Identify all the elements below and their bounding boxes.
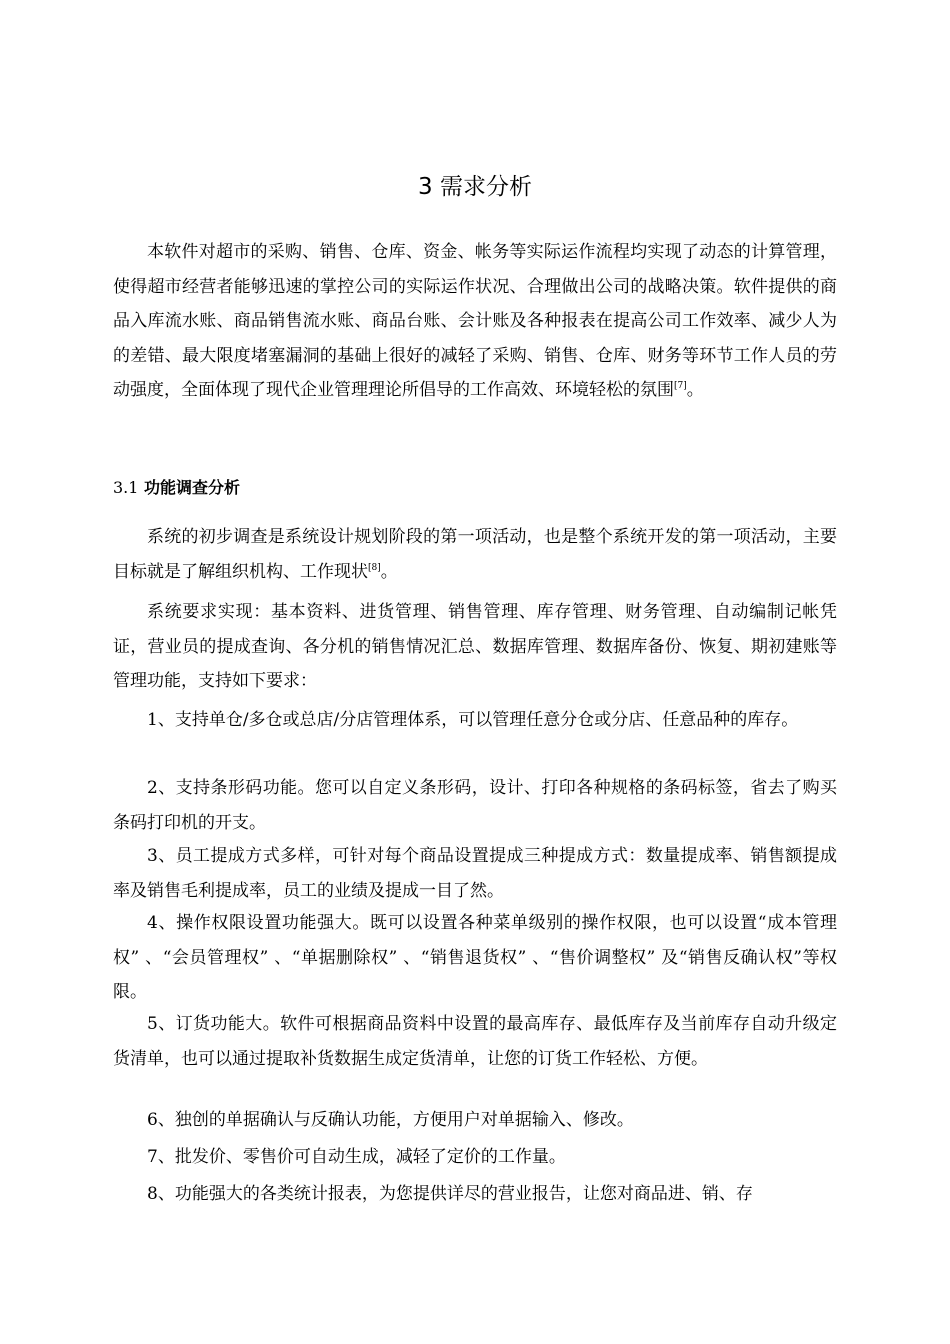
requirement-item-7: 7、批发价、零售价可自动生成，减轻了定价的工作量。 bbox=[147, 1147, 566, 1167]
requirements-intro-paragraph: 系统要求实现：基本资料、进货管理、销售管理、库存管理、财务管理、自动编制记帐凭证，营业员的提成查询、各分机的销售情况汇总、数据库管理、数据库备份、恢复、期初建账等管理功能，支持如下要求： bbox=[113, 602, 837, 692]
section-heading bbox=[113, 474, 240, 502]
survey-paragraph bbox=[113, 520, 837, 589]
requirement-item-4: 4、操作权限设置功能强大。既可以设置各种菜单级别的操作权限，也可以设置“成本管理权” 、“会员管理权” 、“单据删除权” 、“销售退货权” 、“售价调整权” 及“销售反确认权”等权限。 bbox=[113, 913, 837, 1003]
requirement-item-5: 5、订货功能大。软件可根据商品资料中设置的最高库存、最低库存及当前库存自动升级定货清单，也可以通过提取补货数据生成定货清单，让您的订货工作轻松、方便。 bbox=[113, 1014, 837, 1069]
citation-ref-8: [8] bbox=[368, 562, 381, 573]
intro-end: 。 bbox=[686, 380, 704, 401]
intro-text: 本软件对超市的采购、销售、仓库、资金、帐务等实际运作流程均实现了动态的计算管理，使得超市经营者能够迅速的掌控公司的实际运作状况、合理做出公司的战略决策。软件提供的商品入库流水账、商品销售流水账、商品台账、会计账及各种报表在提高公司工作效率、减少人为的差错、最大限度堵塞漏洞的基础上很好的减轻了采购、销售、仓库、财务等环节工作人员的劳动强度，全面体现了现代企业管理理论所倡导的工作高效、环境轻松的氛围 bbox=[113, 242, 837, 401]
section-number: 3.1 bbox=[113, 478, 139, 497]
requirement-item-1: 1、支持单仓/多仓或总店/分店管理体系，可以管理任意分仓或分店、任意品种的库存。 bbox=[147, 710, 799, 730]
requirement-item-6: 6、独创的单据确认与反确认功能，方便用户对单据输入、修改。 bbox=[147, 1110, 634, 1130]
requirement-item-2: 2、支持条形码功能。您可以自定义条形码，设计、打印各种规格的条码标签，省去了购买条码打印机的开支。 bbox=[113, 778, 837, 833]
section-title-text: 功能调查分析 bbox=[144, 478, 241, 497]
citation-ref-7: [7] bbox=[674, 381, 687, 392]
requirement-item-8: 8、功能强大的各类统计报表，为您提供详尽的营业报告，让您对商品进、销、存 bbox=[147, 1184, 753, 1204]
survey-text: 系统的初步调查是系统设计规划阶段的第一项活动，也是整个系统开发的第一项活动，主要目标就是了解组织机构、工作现状 bbox=[113, 527, 837, 582]
intro-paragraph bbox=[113, 235, 837, 408]
chapter-title: 3 需求分析 bbox=[418, 174, 532, 200]
survey-end: 。 bbox=[380, 561, 398, 582]
requirement-item-3: 3、员工提成方式多样，可针对每个商品设置提成三种提成方式：数量提成率、销售额提成率及销售毛利提成率，员工的业绩及提成一目了然。 bbox=[113, 846, 837, 901]
